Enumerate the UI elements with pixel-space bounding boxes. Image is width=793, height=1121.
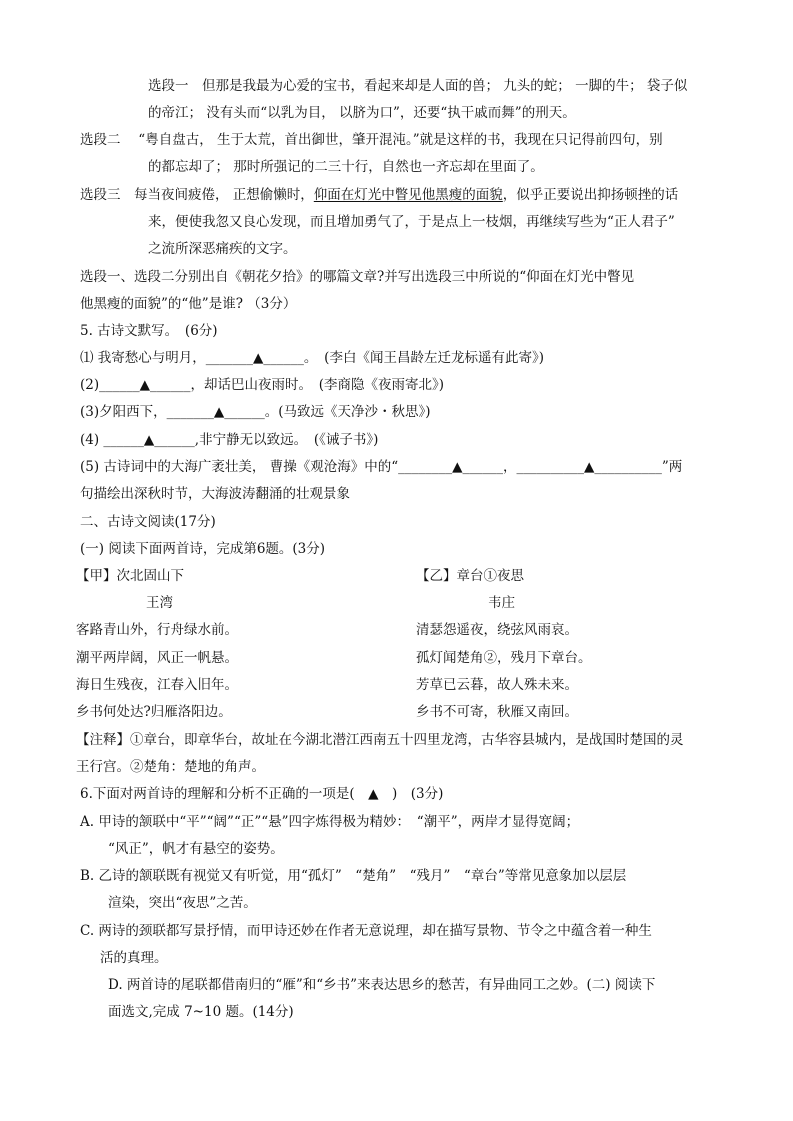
question-5-item-3: (3)夕阳西下，_______▲______。(马致远《天净沙・秋思》) [80,404,431,420]
question-5-item-2: (2)______▲______，却话巴山夜雨时。 (李商隐《夜雨寄北》) [80,377,445,393]
option-d-line-1: D. 两首诗的尾联都借南归的“雁”和“乡书”来表达思乡的愁苦，有异曲同工之妙。(二) 阅读下 [108,977,656,993]
passage-2-line-1: 选段二 “粤自盘古， 生于太荒，首出御世，肇开混沌。”就是这样的书，我现在只记得前四句，别 [80,132,663,148]
poem-yi-title: 【乙】章台①夜思 [416,568,524,584]
section-2-heading: 二、古诗文阅读(17分) [80,514,216,530]
passage-1-line-2: 的帝江； 没有头而“以乳为目， 以脐为口”，还要“执干戚而舞”的刑天。 [148,105,576,121]
question-5-heading: 5. 古诗文默写。 (6分) [80,323,218,339]
option-c-line-1: C. 两诗的颈联都写景抒情，而甲诗还妙在作者无意说理，却在描写景物、节令之中蕴含着一种生 [80,923,652,939]
passage-1-line-1: 选段一 但那是我最为心爱的宝书，看起来却是人面的兽； 九头的蛇； 一脚的牛； 袋子似 [148,78,688,94]
question-6-stem: 6.下面对两首诗的理解和分析不正确的一项是( ▲ ) (3分) [80,786,444,802]
poem-jia-line-2: 潮平两岸阔，风正一帆悬。 [76,650,238,666]
poem-jia-author: 王湾 [146,595,173,611]
poem-jia-title: 【甲】次北固山下 [76,568,184,584]
passage-2-line-2: 的都忘却了； 那时所强记的二三十行，自然也一齐忘却在里面了。 [148,159,544,175]
question-4-line-2: 他黑瘦的面貌”的“他”是谁? （3分） [80,296,297,312]
option-c-line-2: 活的真理。 [100,950,168,966]
question-4-line-1: 选段一、选段二分别出自《朝花夕拾》的哪篇文章?并写出选段三中所说的“仰面在灯光中瞥见 [80,269,635,285]
poem-yi-line-1: 清瑟怨遥夜，绕弦风雨哀。 [416,622,578,638]
poem-jia-line-4: 乡书何处达?归雁洛阳边。 [76,704,232,720]
poem-yi-author: 韦庄 [488,595,515,611]
option-a-line-1: A. 甲诗的颔联中“平”“阔”“正”“悬”四字炼得极为精妙： “潮平”，两岸才显得宽阔； [80,814,580,830]
option-b-line-1: B. 乙诗的颔联既有视觉又有听觉，用“孤灯” “楚角” “残月” “章台”等常见意象加以层层 [80,868,627,884]
question-5-item-4: (4) ______▲______,非宁静无以致远。 (《诫子书》) [80,432,379,448]
passage-3-line-2: 来，便使我忽又良心发现，而且增加勇气了，于是点上一枝烟，再继续写些为“正人君子” [148,214,675,230]
option-d-line-2: 面选文,完成 7~10 题。(14分) [108,1004,294,1020]
poem-jia-line-1: 客路青山外，行舟绿水前。 [76,622,238,638]
annotation-line-2: 王行宫。②楚角：楚地的角声。 [76,759,265,775]
question-5-item-5-line-2: 句描绘出深秋时节，大海波涛翻涌的壮观景象 [80,486,350,502]
annotation-line-1: 【注释】①章台，即章华台，故址在今湖北潜江西南五十四里龙湾，古华容县城内，是战国时楚国的灵 [76,732,684,748]
passage-3-text-a: 选段三 每当夜间疲倦， 正想偷懒时， [80,187,314,203]
question-5-item-1: ⑴ 我寄愁心与明月，_______▲______。 (李白《闻王昌龄左迁龙标遥有此寄》) [80,350,544,366]
poem-jia-line-3: 海日生残夜，江春入旧年。 [76,677,238,693]
passage-3-text-c: ，似乎正要说出抑扬顿挫的话 [502,187,679,203]
passage-3-line-3: 之流所深恶痛疾的文字。 [148,241,297,257]
option-a-line-2: “风正”，帆才有悬空的姿势。 [108,841,284,857]
poem-yi-line-2: 孤灯闻楚角②，残月下章台。 [416,650,592,666]
poem-yi-line-4: 乡书不可寄，秋雁又南回。 [416,704,578,720]
passage-3-line-1 [80,185,678,205]
section-2-subheading: (一) 阅读下面两首诗，完成第6题。(3分) [80,541,326,557]
option-b-line-2: 渲染，突出“夜思”之苦。 [108,895,257,911]
passage-3-underlined-phrase: 仰面在灯光中瞥见他黑瘦的面貌 [313,187,503,203]
poem-yi-line-3: 芳草已云暮，故人殊未来。 [416,677,578,693]
question-5-item-5-line-1: (5) 古诗词中的大海广袤壮美， 曹操《观沧海》中的“________▲______，__________▲__________”两 [80,459,683,475]
